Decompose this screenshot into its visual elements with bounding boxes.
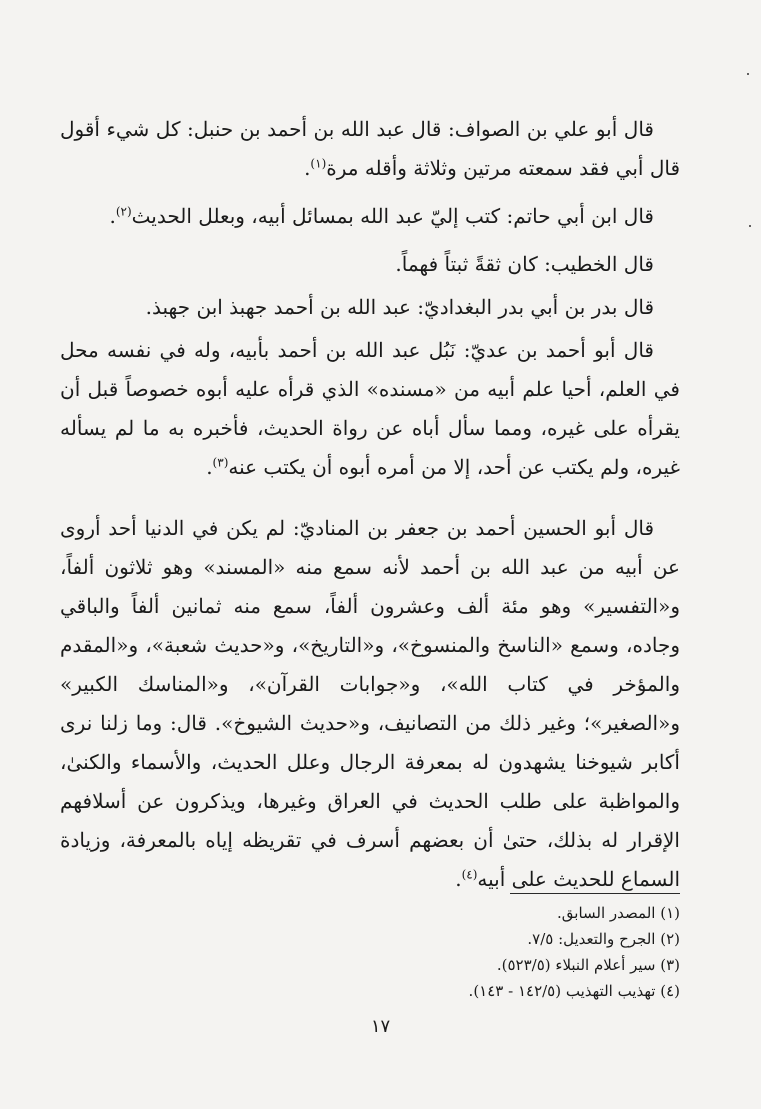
paragraph-ibn-abi-hatim	[60, 197, 680, 236]
paragraph-ibn-al-munadi	[60, 509, 680, 899]
footnote-ref[interactable]: (١)	[310, 156, 327, 171]
paragraph-ibn-adi	[60, 331, 680, 487]
footnote-separator	[510, 893, 680, 894]
footnote-ref[interactable]: (٤)	[461, 867, 478, 882]
footnote-ref[interactable]: (٢)	[115, 204, 132, 219]
paragraph-al-khatib	[60, 245, 680, 284]
paragraph-text: قال أبو الحسين أحمد بن جعفر بن المناديّ: لم يكن في الدنيا أحد أروى عن أبيه من عبد الله بن أحمد لأنه سمع منه «المسند» وهو ثلاثون ألفاً، و«التفسير» وهو مئة ألف وعشرون ألفاً، سمع منه ثمانين ألفاً والباقي وجاده، وسمع «الناسخ والمنسوخ»، و«التاريخ»، و«حديث شعبة»، و«المقدم والمؤخر في كتاب الله»، و«جوابات القرآن»، و«المناسك الكبير» و«الصغير»؛ وغير ذلك من التصانيف، و«حديث الشيوخ». قال: وما زلنا نرى أكابر شيوخنا يشهدون له بمعرفة الرجال وعلل الحديث، والأسماء والكنىٰ، والمواظبة على طلب الحديث في العراق وغيرها، ويذكرون عن أسلافهم الإقرار له بذلك، حتىٰ أن بعضهم أسرف في تقريظه إياه بالمعرفة، وزيادة السماع للحديث على أبيه	[60, 516, 680, 891]
footnote-item: (٢) الجرح والتعديل: ٧/٥.	[527, 930, 680, 948]
paragraph-end: .	[304, 156, 311, 180]
footnote-item: (٤) تهذيب التهذيب (١٤٢/٥ - ١٤٣).	[468, 982, 680, 1000]
paragraph-end: .	[109, 204, 116, 228]
footnote-ref[interactable]: (٣)	[212, 455, 229, 470]
footnote-item: (٣) سير أعلام النبلاء (٥٢٣/٥).	[496, 956, 680, 974]
paragraph-ibn-al-sawwaf	[60, 110, 680, 188]
paragraph-end: .	[206, 455, 213, 479]
page-number: ١٧	[370, 1016, 391, 1037]
paragraph-text: قال بدر بن أبي بدر البغداديّ: عبد الله بن أحمد جهبذ ابن جهبذ.	[145, 295, 654, 319]
paragraph-text: قال أبو علي بن الصواف: قال عبد الله بن أحمد بن حنبل: كل شيء أقول قال أبي فقد سمعته مرتين وثلاثة وأقله مرة	[60, 117, 680, 180]
paragraph-text: قال الخطيب: كان ثقةً ثبتاً فهماً.	[395, 252, 654, 276]
paragraph-end: .	[455, 867, 462, 891]
paragraph-text: قال ابن أبي حاتم: كتب إليّ عبد الله بمسائل أبيه، وبعلل الحديث	[131, 204, 654, 228]
paragraph-text: قال أبو أحمد بن عديّ: نَبُل عبد الله بن أحمد بأبيه، وله في نفسه محل في العلم، أحيا علم أبيه من «مسنده» الذي قرأه عليه أبوه خصوصاً قبل أن يقرأه على غيره، ومما سأل أباه عن رواة الحديث، فأخبره به ما لم يسأله غيره، ولم يكتب عن أحد، إلا من أمره أبوه أن يكتب عنه	[60, 338, 680, 479]
scan-speck	[749, 225, 751, 227]
footnote-item: (١) المصدر السابق.	[557, 904, 680, 922]
footnotes	[80, 900, 680, 1004]
scan-speck	[747, 73, 749, 75]
main-text	[60, 110, 680, 899]
paragraph-badr	[60, 288, 680, 327]
